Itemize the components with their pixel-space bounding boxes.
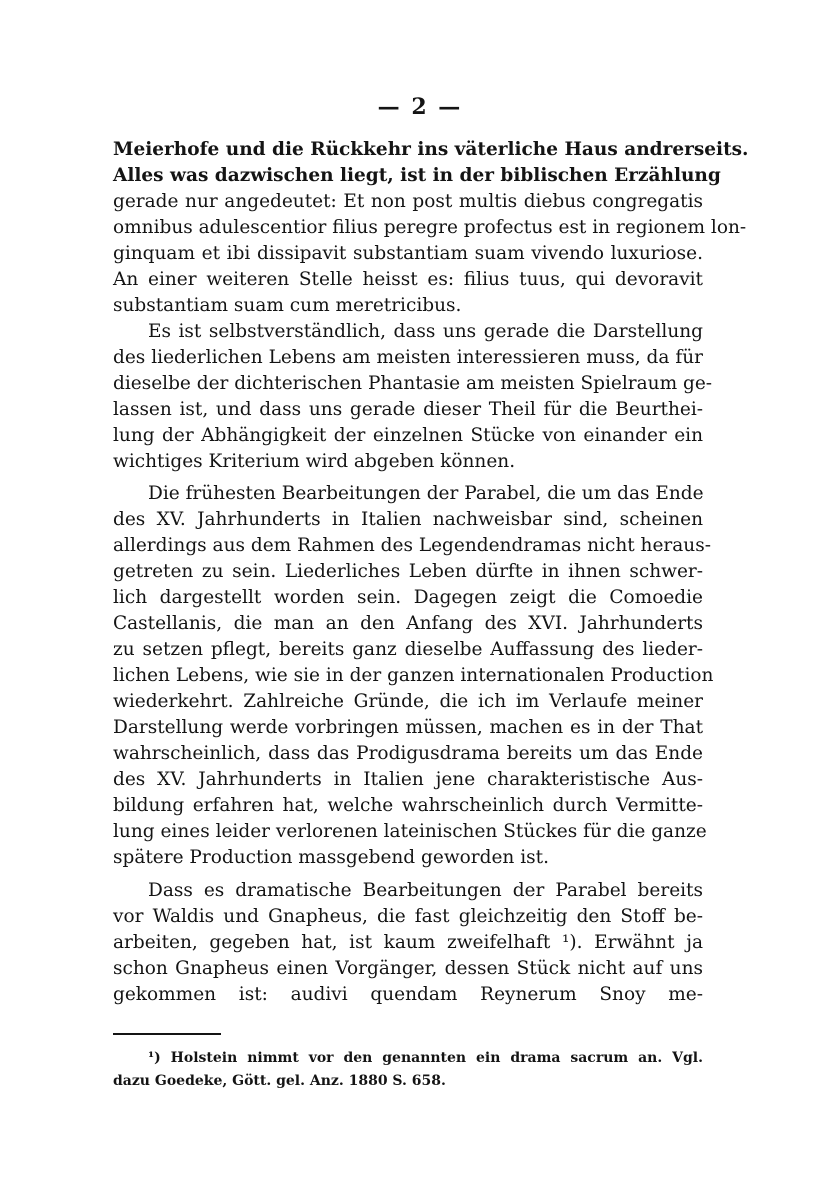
text-line: dieselbe der dichterischen Phantasie am meisten Spielraum ge- xyxy=(113,373,713,394)
text-line: Es ist selbstverständlich, dass uns gerade die Darstellung xyxy=(148,321,703,342)
text-line: schon Gnapheus einen Vorgänger, dessen Stück nicht auf uns xyxy=(113,958,703,979)
text-line: ginquam et ibi dissipavit substantiam suam vivendo luxuriose. xyxy=(113,243,703,264)
footnote-divider xyxy=(113,1033,221,1035)
text-line: bildung erfahren hat, welche wahrscheinlich durch Vermitte- xyxy=(113,795,703,816)
text-line: Castellanis, die man an den Anfang des XVI. Jahrhunderts xyxy=(113,613,703,634)
text-line: gerade nur angedeutet: Et non post multis diebus congregatis xyxy=(113,191,703,212)
text-line: substantiam suam cum meretricibus. xyxy=(113,295,462,316)
text-line: spätere Production massgebend geworden ist. xyxy=(113,847,549,868)
text-line: omnibus adulescentior filius peregre profectus est in regionem lon- xyxy=(113,217,747,238)
text-line: getreten zu sein. Liederliches Leben dürfte in ihnen schwer- xyxy=(113,561,703,582)
text-line: des XV. Jahrhunderts in Italien nachweisbar sind, scheinen xyxy=(113,509,703,530)
text-line: des XV. Jahrhunderts in Italien jene charakteristische Aus- xyxy=(113,769,703,790)
text-line: Darstellung werde vorbringen müssen, machen es in der That xyxy=(113,717,703,738)
text-line: wiederkehrt. Zahlreiche Gründe, die ich im Verlaufe meiner xyxy=(113,691,703,712)
page-number: — 2 — xyxy=(377,94,463,120)
text-line: allerdings aus dem Rahmen des Legendendramas nicht heraus- xyxy=(113,535,711,556)
footnote-line: ¹) Holstein nimmt vor den genannten ein drama sacrum an. Vgl. xyxy=(148,1050,703,1066)
text-line: lich dargestellt worden sein. Dagegen zeigt die Comoedie xyxy=(113,587,703,608)
text-line: lung der Abhängigkeit der einzelnen Stücke von einander ein xyxy=(113,425,703,446)
footnote-line: dazu Goedeke, Gött. gel. Anz. 1880 S. 658. xyxy=(113,1073,446,1089)
text-line: Meierhofe und die Rückkehr ins väterliche Haus andrerseits. xyxy=(113,139,749,160)
text-line: wichtiges Kriterium wird abgeben können. xyxy=(113,451,516,472)
text-line: lassen ist, und dass uns gerade dieser Theil für die Beurthei- xyxy=(113,399,703,420)
text-line: gekommen ist: audivi quendam Reynerum Snoy me- xyxy=(113,984,703,1005)
text-line: arbeiten, gegeben hat, ist kaum zweifelhaft ¹). Erwähnt ja xyxy=(113,932,703,953)
text-line: zu setzen pflegt, bereits ganz dieselbe Auffassung des lieder- xyxy=(113,639,703,660)
text-line: vor Waldis und Gnapheus, die fast gleichzeitig den Stoff be- xyxy=(113,906,703,927)
text-line: lichen Lebens, wie sie in der ganzen internationalen Production xyxy=(113,665,714,686)
text-line: Alles was dazwischen liegt, ist in der biblischen Erzählung xyxy=(113,165,721,186)
text-line: Dass es dramatische Bearbeitungen der Parabel bereits xyxy=(148,880,703,901)
text-line: des liederlichen Lebens am meisten interessieren muss, da für xyxy=(113,347,703,368)
text-line: Die frühesten Bearbeitungen der Parabel, die um das Ende xyxy=(148,483,704,504)
text-line: wahrscheinlich, dass das Prodigusdrama bereits um das Ende xyxy=(113,743,703,764)
text-line: lung eines leider verlorenen lateinischen Stückes für die ganze xyxy=(113,821,707,842)
text-line: An einer weiteren Stelle heisst es: filius tuus, qui devoravit xyxy=(113,269,703,290)
